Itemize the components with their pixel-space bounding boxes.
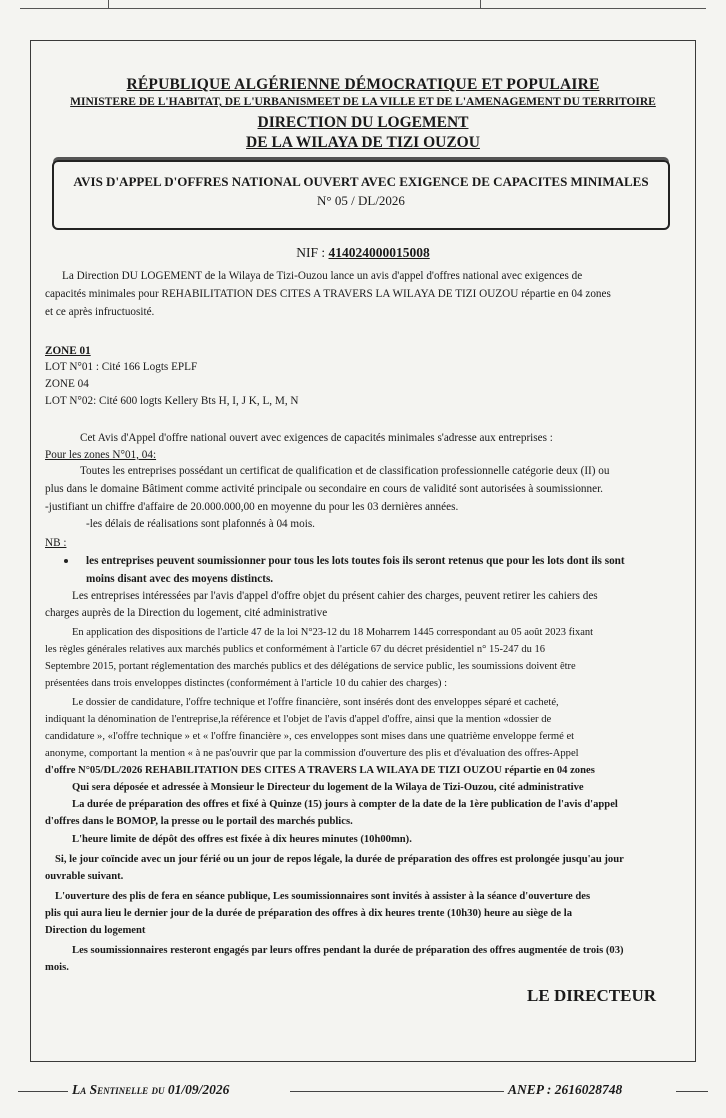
body-line: La durée de préparation des offres et fixé à Quinze (15) jours à compter de la date de la 1ère publication de l'avis d'appel [72, 799, 618, 810]
body-line: anonyme, comportant la mention « à ne pas'ouvrir que par la commission d'ouverture des plis et d'évaluation des offres-Appel [45, 748, 579, 759]
body-line: ouvrable suivant. [45, 871, 124, 882]
footer-rule [18, 1091, 68, 1092]
audience-line: Cet Avis d'Appel d'offre national ouvert avec exigences de capacités minimales s'adresse aux entreprises : [80, 432, 553, 444]
requirement-line: plus dans le domaine Bâtiment comme activité principale ou secondaire en cours de validité sont autorisées à soumissionner. [45, 483, 603, 495]
body-line: mois. [45, 962, 69, 973]
nb-line: moins disant avec des moyens distincts. [86, 573, 274, 585]
body-line: L'heure limite de dépôt des offres est fixée à dix heures minutes (10h00mn). [72, 834, 412, 845]
body-line: Les entreprises intéressées par l'avis d'appel d'offre objet du présent cahier des charges, peuvent retirer les cahiers des [72, 590, 598, 602]
zone-label: ZONE 04 [45, 378, 89, 390]
header-wilaya: DE LA WILAYA DE TIZI OUZOU [246, 134, 480, 151]
body-line: les règles générales relatives aux marchés publics et conformément à l'article 67 du décret présidentiel n° 15-247 du 16 [45, 644, 545, 655]
notice-number: N° 05 / DL/2026 [317, 193, 405, 208]
body-line: d'offre N°05/DL/2026 REHABILITATION DES CITES A TRAVERS LA WILAYA DE TIZI OUZOU répartie en 04 zones [45, 765, 595, 776]
top-rule-tick [480, 0, 481, 8]
header-ministry: MINISTERE DE L'HABITAT, DE L'URBANISMEET DE LA VILLE ET DE L'AMENAGEMENT DU TERRITOIRE [70, 96, 656, 108]
body-line: présentées dans trois enveloppes distinctes (conformément à l'article 10 du cahier des charges) : [45, 678, 448, 689]
requirement-line: Toutes les entreprises possédant un certificat de qualification et de classification professionnelle catégorie deux (II) ou [80, 465, 610, 477]
body-line: En application des dispositions de l'article 47 de la loi N°23-12 du 18 Moharrem 1445 correspondant au 05 août 2023 fixant [72, 627, 594, 638]
nif-value: 414024000015008 [328, 245, 430, 260]
nif [0, 245, 726, 261]
signature: LE DIRECTEUR [527, 986, 656, 1005]
body-line: L'ouverture des plis de fera en séance publique, Les soumissionnaires sont invités à assister à la séance d'ouverture des [55, 891, 591, 902]
body-line: indiquant la dénomination de l'entreprise,la référence et l'objet de l'avis d'appel d'offre, ainsi que la mention «dossier de [45, 714, 552, 725]
zone-label: ZONE 01 [45, 345, 91, 357]
bullet-icon [64, 559, 68, 563]
top-rule-tick [108, 0, 109, 8]
notice-title-box [52, 160, 670, 230]
body-line: Si, le jour coïncide avec un jour férié ou un jour de repos légale, la durée de préparation des offres est prolongée jusqu'au jour [55, 854, 624, 865]
header-direction: DIRECTION DU LOGEMENT [257, 114, 469, 131]
footer [0, 1082, 726, 1102]
notice-title: AVIS D'APPEL D'OFFRES NATIONAL OUVERT AVEC EXIGENCE DE CAPACITES MINIMALES [73, 174, 649, 189]
footer-anep: ANEP : 2616028748 [508, 1082, 623, 1097]
header-republic: RÉPUBLIQUE ALGÉRIENNE DÉMOCRATIQUE ET POPULAIRE [126, 76, 600, 93]
lot-line: LOT N°02: Cité 600 logts Kellery Bts H, I, J K, L, M, N [45, 395, 299, 407]
footer-rule [290, 1091, 504, 1092]
nb-label: NB : [45, 537, 67, 549]
requirement-line: -justifiant un chiffre d'affaire de 20.000.000,00 en moyenne du pour les 03 dernières années. [45, 501, 459, 513]
body-line: charges auprès de la Direction du logement, cité administrative [45, 607, 328, 619]
body-line: Direction du logement [45, 925, 146, 936]
top-rule [20, 0, 706, 9]
intro-line: La Direction DU LOGEMENT de la Wilaya de Tizi-Ouzou lance un avis d'appel d'offres national avec exigences de [62, 270, 583, 282]
zones-label: Pour les zones N°01, 04: [45, 449, 157, 461]
requirement-line: -les délais de réalisations sont plafonnés à 04 mois. [86, 518, 315, 530]
body-line: plis qui aura lieu le dernier jour de la durée de préparation des offres à dix heures trente (10h30) heure au siège de la [45, 908, 573, 919]
lot-line: LOT N°01 : Cité 166 Logts EPLF [45, 361, 198, 373]
footer-rule [676, 1091, 708, 1092]
body-line: Les soumissionnaires resteront engagés par leurs offres pendant la durée de préparation des offres augmentée de trois (03) [72, 945, 624, 956]
intro-line: et ce après infructuosité. [45, 306, 155, 318]
body-line: d'offres dans le BOMOP, la presse ou le portail des marchés publics. [45, 816, 353, 827]
nb-line: les entreprises peuvent soumissionner pour tous les lots toutes fois ils seront retenus que pour les lots dont ils sont [86, 555, 625, 567]
intro-line: capacités minimales pour REHABILITATION DES CITES A TRAVERS LA WILAYA DE TIZI OUZOU répartie en 04 zones [45, 288, 611, 300]
body-line: candidature », «l'offre technique » et « l'offre financière », ces enveloppes sont mises dans une quatrième enveloppe fermé et [45, 731, 575, 742]
footer-newspaper: La Sentinelle du 01/09/2026 [72, 1082, 230, 1097]
body-line: Qui sera déposée et adressée à Monsieur le Directeur du logement de la Wilaya de Tizi-Ouzou, cité administrative [72, 782, 584, 793]
body-line: Septembre 2015, portant réglementation des marchés publics et des délégations de service public, les soumissions doivent être [45, 661, 576, 672]
body-line: Le dossier de candidature, l'offre technique et l'offre financière, sont insérés dont des enveloppes séparé et cacheté, [72, 697, 559, 708]
nif-label: NIF : [296, 245, 329, 260]
